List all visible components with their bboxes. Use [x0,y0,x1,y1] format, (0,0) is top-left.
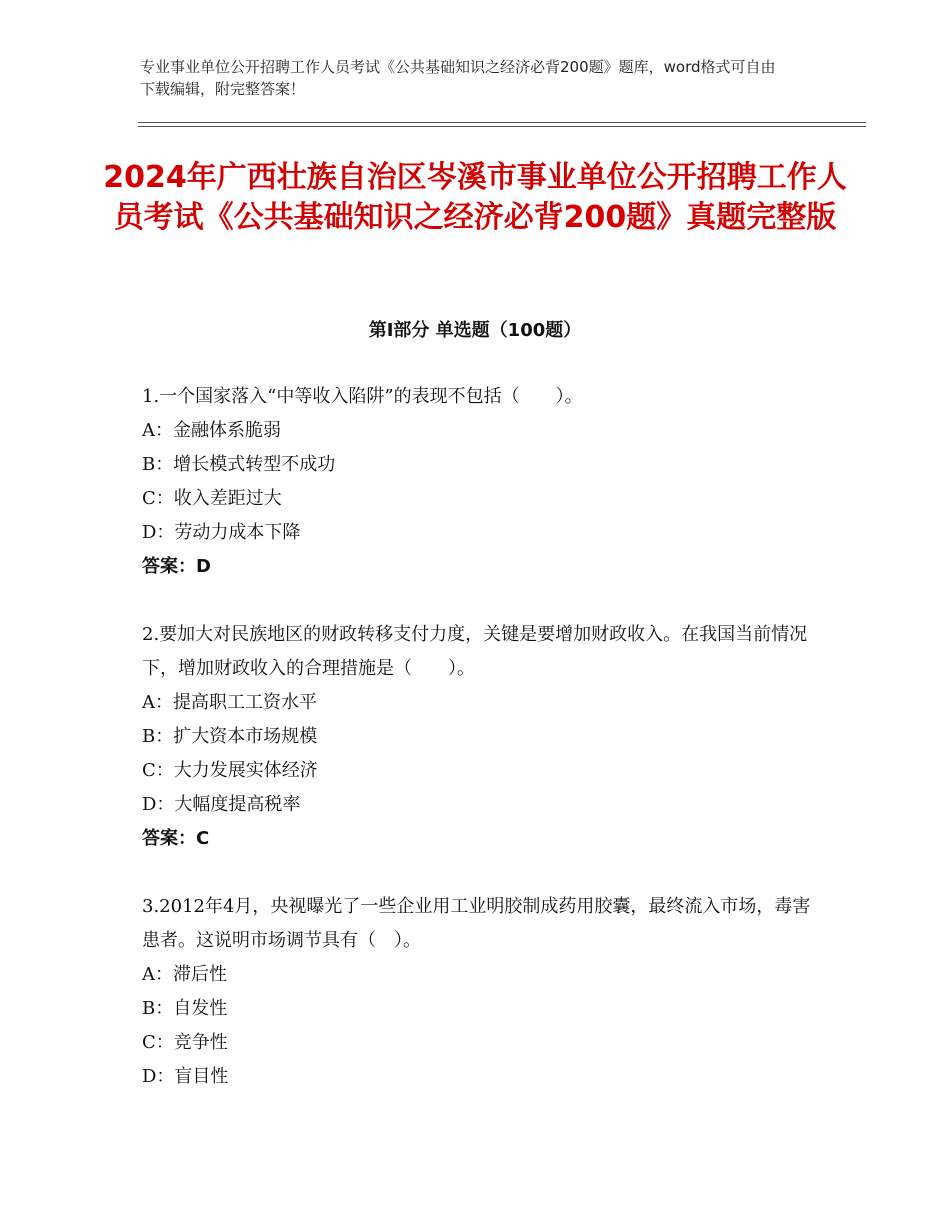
option-d: D：盲目性 [142,1066,229,1087]
option-a: A：滞后性 [142,964,227,985]
option-a: A：提高职工工资水平 [142,692,317,713]
header-rule-top [138,122,866,123]
question-stem: 3.2012年4月，央视曝光了一些企业用工业明胶制成药用胶囊，最终流入市场，毒害患者。这说明市场调节具有（ ）。 [142,896,811,951]
option-b: B：自发性 [142,998,228,1019]
question-3 [142,890,822,1094]
option-b: B：增长模式转型不成功 [142,454,336,475]
document-title: 2024年广西壮族自治区岑溪市事业单位公开招聘工作人员考试《公共基础知识之经济必背200题》真题完整版 [103,160,847,235]
answer: 答案：C [142,828,210,849]
header-rule-bottom [138,126,866,127]
option-b: B：扩大资本市场规模 [142,726,318,747]
section-title: 第Ⅰ部分 单选题（100题） [368,320,582,341]
option-c: C：大力发展实体经济 [142,760,318,781]
option-d: D：劳动力成本下降 [142,522,301,543]
option-c: C：竞争性 [142,1032,228,1053]
question-1 [142,380,822,584]
option-c: C：收入差距过大 [142,488,282,509]
question-2 [142,618,822,856]
option-a: A：金融体系脆弱 [142,420,281,441]
option-d: D：大幅度提高税率 [142,794,301,815]
header-note: 专业事业单位公开招聘工作人员考试《公共基础知识之经济必背200题》题库，word格式可自由下载编辑，附完整答案！ [140,58,776,98]
answer: 答案：D [142,556,211,577]
question-list [142,380,822,1128]
question-stem: 2.要加大对民族地区的财政转移支付力度，关键是要增加财政收入。在我国当前情况下，增加财政收入的合理措施是（ ）。 [142,624,808,679]
question-stem: 1.一个国家落入“中等收入陷阱”的表现不包括（ ）。 [142,386,583,407]
